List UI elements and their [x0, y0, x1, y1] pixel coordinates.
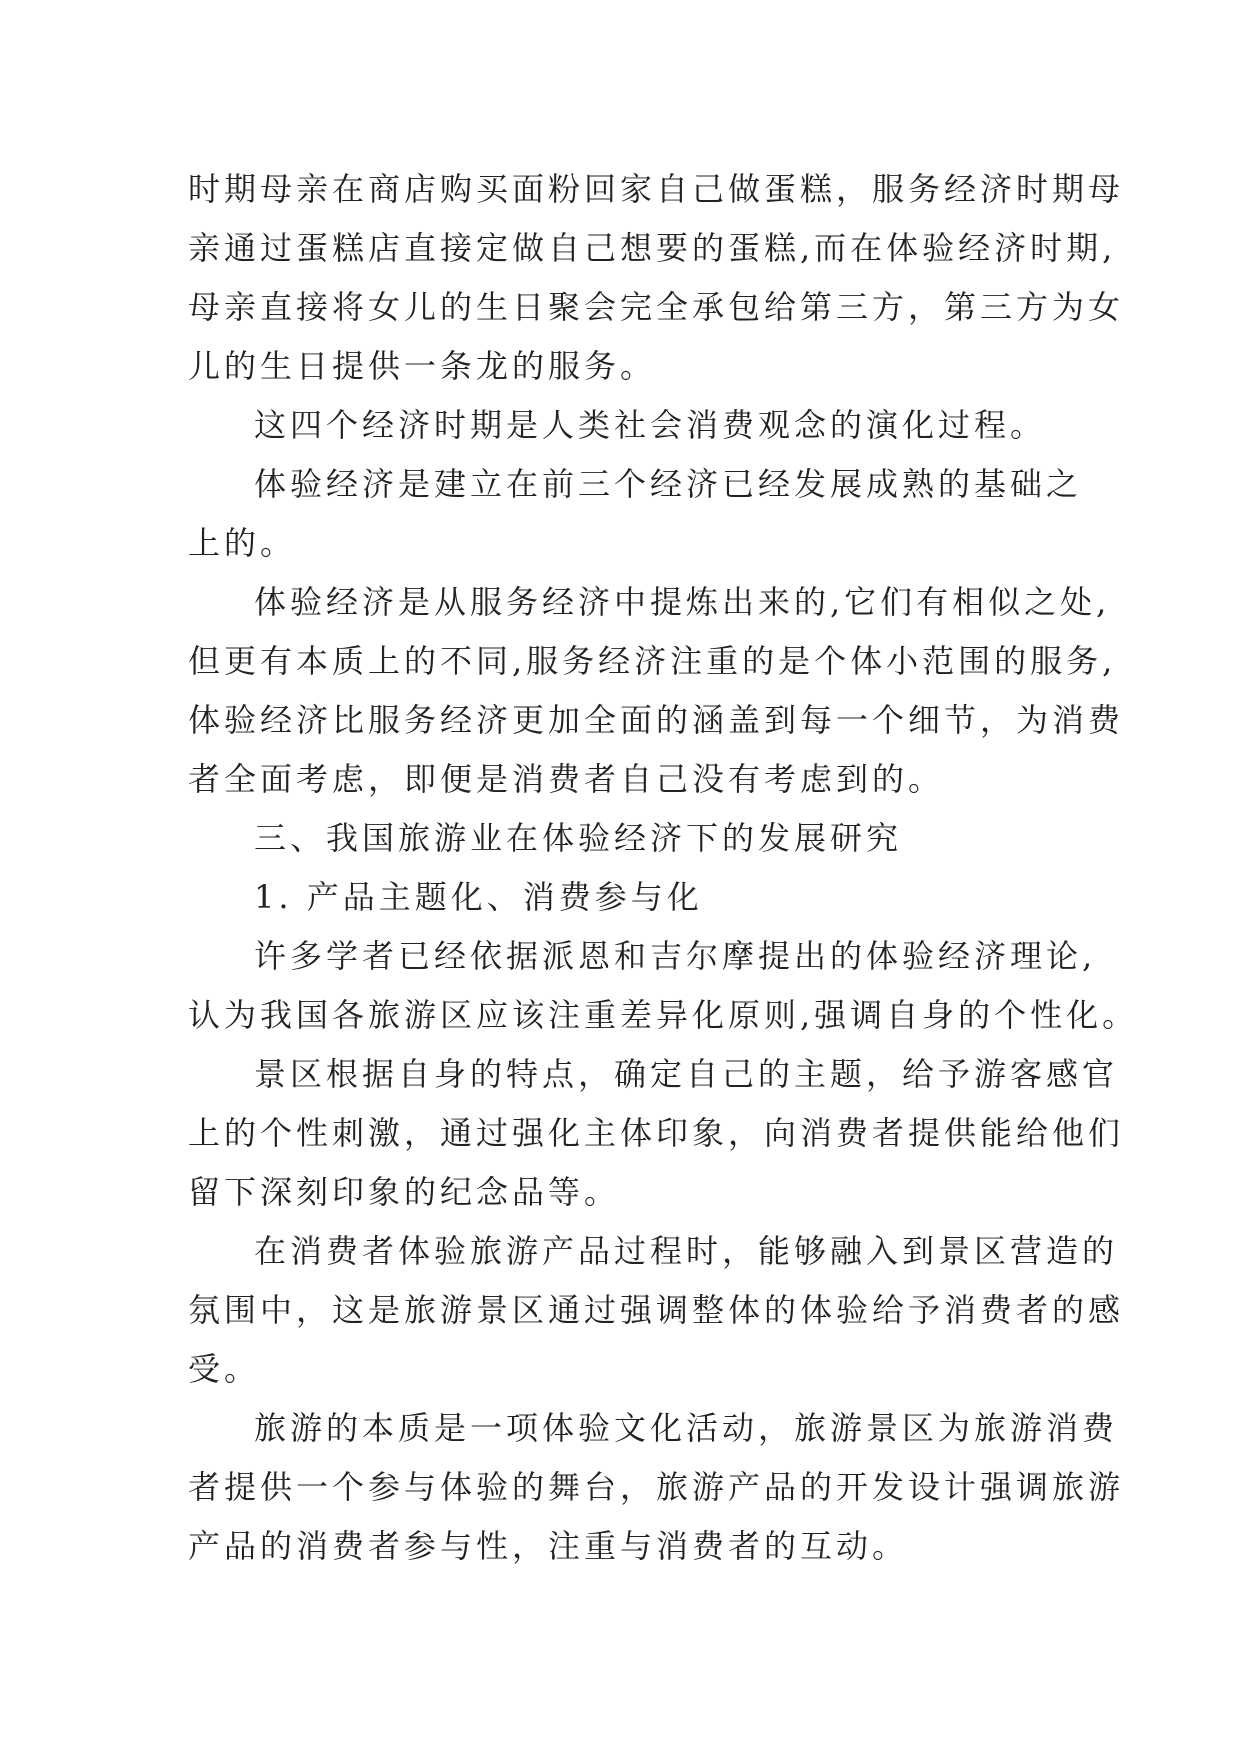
- text-line: 受。: [188, 1350, 261, 1388]
- text-line: 体验经济是从服务经济中提炼出来的,它们有相似之处,: [254, 583, 1111, 621]
- text-line: 留下深刻印象的纪念品等。: [188, 1173, 621, 1211]
- text-line: 产品的消费者参与性，注重与消费者的互动。: [188, 1527, 909, 1565]
- text-line: 体验经济比服务经济更加全面的涵盖到每一个细节，为消费: [188, 701, 1125, 739]
- text-line: 许多学者已经依据派恩和吉尔摩提出的体验经济理论,: [254, 937, 1097, 975]
- text-line: 景区根据自身的特点，确定自己的主题，给予游客感官: [254, 1055, 1119, 1093]
- text-line: 母亲直接将女儿的生日聚会完全承包给第三方，第三方为女: [188, 288, 1125, 326]
- document-body: [188, 160, 1139, 1576]
- text-line: 这四个经济时期是人类社会消费观念的演化过程。: [254, 406, 1047, 444]
- text-line: 旅游的本质是一项体验文化活动，旅游景区为旅游消费: [254, 1409, 1119, 1447]
- text-line: 氛围中，这是旅游景区通过强调整体的体验给予消费者的感: [188, 1291, 1125, 1329]
- text-line: 在消费者体验旅游产品过程时，能够融入到景区营造的: [254, 1232, 1119, 1270]
- text-line: 上的个性刺激，通过强化主体印象，向消费者提供能给他们: [188, 1114, 1125, 1152]
- text-line: 者提供一个参与体验的舞台，旅游产品的开发设计强调旅游: [188, 1468, 1125, 1506]
- text-line: 儿的生日提供一条龙的服务。: [188, 347, 657, 385]
- text-line: 者全面考虑，即便是消费者自己没有考虑到的。: [188, 760, 945, 798]
- subsection-heading: 1. 产品主题化、消费参与化: [254, 878, 703, 916]
- text-line: 上的。: [188, 524, 297, 562]
- text-line: 时期母亲在商店购买面粉回家自己做蛋糕，服务经济时期母: [188, 170, 1125, 208]
- text-line: 体验经济是建立在前三个经济已经发展成熟的基础之: [254, 465, 1083, 503]
- text-line: 但更有本质上的不同,服务经济注重的是个体小范围的服务,: [188, 642, 1117, 680]
- section-heading: 三、我国旅游业在体验经济下的发展研究: [254, 819, 903, 857]
- text-line: 亲通过蛋糕店直接定做自己想要的蛋糕,而在体验经济时期,: [188, 229, 1117, 267]
- text-line: 认为我国各旅游区应该注重差异化原则,强调自身的个性化。: [188, 996, 1139, 1034]
